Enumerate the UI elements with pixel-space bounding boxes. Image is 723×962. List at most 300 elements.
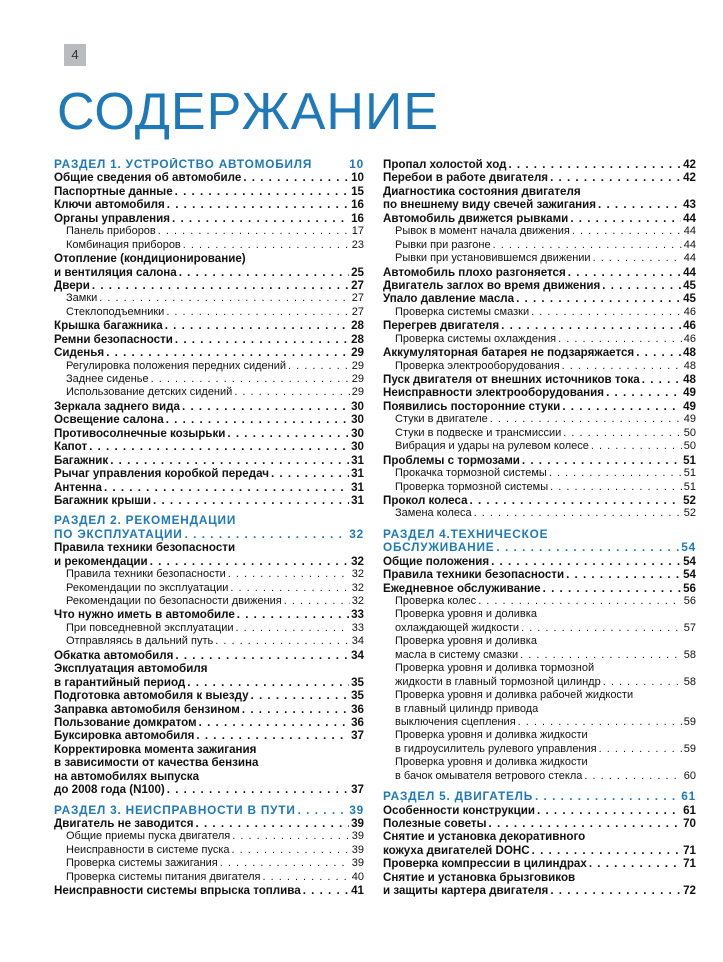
toc-entry [54,743,364,756]
toc-entry [54,817,364,830]
toc-page-number: 15 [351,184,364,198]
toc-page-number: 31 [351,480,364,494]
toc-entry-title: Противосолнечные козырьки [54,426,226,440]
toc-entry-title: Багажник [54,453,109,467]
toc-leader-dots [153,494,349,507]
toc-entry [383,857,696,870]
toc-entry [54,582,364,595]
toc-page-number: 51 [683,480,696,493]
toc-page-number: 48 [683,373,696,386]
toc-entry-title: Заправка автомобиля бензином [54,702,240,716]
toc-page-number: 29 [351,373,364,385]
toc-entry-title: Замки [66,292,98,305]
toc-leader-dots [474,507,682,520]
toc-leader-dots [531,306,682,319]
toc-entry [383,844,696,857]
toc-entry-title: РАЗДЕЛ 1. УСТРОЙСТВО АВТОМОБИЛЯ [54,158,313,171]
toc-entry-title: Панель приборов [66,225,156,238]
toc-page-number: 40 [351,870,364,883]
toc-leader-dots [516,292,681,305]
toc-page-number: 46 [683,332,696,345]
toc-page-number: 27 [351,292,364,305]
toc-leader-dots [166,413,349,426]
toc-entry-title: ПО ЭКСПЛУАТАЦИИ [54,527,183,541]
toc-entry-title: Проверка уровня и доливка [395,635,537,648]
toc-leader-dots [532,844,681,857]
toc-leader-dots [501,319,681,332]
toc-entry-title: Упало давление масла [383,292,515,306]
toc-page-number: 42 [683,171,696,185]
toc-entry-title: по внешнему виду свечей зажигания [383,198,597,212]
toc-leader-dots [598,198,681,211]
toc-leader-dots [589,857,681,870]
toc-page-number: 60 [683,769,696,782]
toc-leader-dots [549,467,682,480]
toc-leader-dots [232,830,350,843]
toc-leader-dots [550,884,681,897]
toc-leader-dots [490,413,682,426]
toc-entry-title: Проблемы с тормозами [383,453,520,467]
toc-leader-dots [606,386,681,399]
toc-entry-title: Неисправности системы впрыска топлива [54,884,301,898]
toc-leader-dots [298,804,348,817]
toc-page-number: 16 [351,211,364,225]
toc-entry-title: Багажник крыши [54,493,152,507]
toc-entry [54,770,364,783]
toc-entry [383,440,696,453]
toc-page-number: 33 [351,621,364,634]
toc-entry-title: Отопление (кондиционирование) [54,252,246,266]
toc-page-number: 50 [683,440,696,453]
toc-page-number: 30 [351,413,364,427]
toc-entry-title: Общие положения [383,554,490,568]
toc-entry [383,158,696,171]
toc-entry-title: Снятие и установка декоративного [383,830,586,844]
toc-leader-dots [175,185,349,198]
toc-entry [383,306,696,319]
toc-entry [383,292,696,305]
toc-entry [383,198,696,211]
toc-entry-title: Крышка багажника [54,319,163,333]
toc-page-number: 61 [681,790,696,804]
toc-page-number: 54 [683,568,696,582]
toc-entry [54,427,364,440]
toc-entry [383,568,696,581]
toc-page-number: 49 [683,413,696,426]
toc-page-number: 58 [683,675,696,688]
toc-entry-title: Органы управления [54,211,171,225]
toc-page-number: 44 [683,225,696,238]
toc-entry-title: Правила техники безопасности [66,568,226,581]
toc-leader-dots [543,582,681,595]
toc-leader-dots [182,400,349,413]
toc-page-number: 42 [683,158,696,171]
toc-entry-title: Регулировка положения передних сидений [66,359,286,372]
toc-section-heading [383,528,696,541]
toc-entry-title: в гидроусилитель рулевого управления [395,742,597,755]
toc-entry-title: Корректировка момента зажигания [54,742,257,756]
toc-page-number: 48 [683,346,696,360]
toc-page-number: 32 [351,568,364,581]
toc-leader-dots [251,689,350,702]
toc-entry-title: Рывки при разгоне [395,238,491,251]
toc-entry [54,608,364,621]
toc-entry-title: масла в систему смазки [395,648,519,661]
toc-page-number: 49 [683,386,696,400]
toc-entry [383,622,696,635]
toc-leader-dots [172,212,349,225]
toc-entry [383,608,696,621]
toc-page-number: 39 [351,817,364,830]
toc-leader-dots [603,676,682,689]
toc-entry-title: Стуки в подвеске и трансмиссии [395,426,562,439]
toc-entry [383,427,696,440]
toc-page-number: 49 [683,399,696,413]
toc-entry-title: Двери [54,278,90,292]
toc-leader-dots [303,884,349,897]
toc-leader-dots [537,804,681,817]
toc-page-number: 71 [683,843,696,857]
toc-leader-dots [185,528,348,541]
toc-page-number: 32 [349,527,364,541]
toc-entry [383,507,696,520]
toc-entry [383,703,696,716]
toc-entry-title: Проверка уровня и доливка рабочей жидкости [395,689,634,702]
toc-entry [54,198,364,211]
toc-leader-dots [92,279,349,292]
toc-entry-title: на автомобилях выпуска [54,769,200,783]
toc-entry [383,770,696,783]
toc-entry-title: Рывок в момент начала движения [395,225,570,238]
toc-entry [54,292,364,305]
toc-leader-dots [232,844,350,857]
toc-page-number: 31 [351,493,364,507]
toc-entry-title: в бачок омывателя ветрового стекла [395,769,583,782]
toc-page-number: 37 [351,783,364,797]
toc-section-heading [383,790,696,803]
toc-entry [383,884,696,897]
toc-entry-title: Полезные советы [383,817,487,830]
toc-page-number: 34 [351,648,364,662]
toc-entry [54,171,364,184]
toc-leader-dots [558,333,682,346]
toc-entry-title: Сиденья [54,346,105,360]
toc-leader-dots [150,555,349,568]
toc-page-number: 39 [351,857,364,870]
toc-leader-dots [242,703,349,716]
toc-entry-title: выключения сцепления [395,715,516,728]
toc-entry-title: Общие приемы пуска двигателя [66,830,231,843]
toc-leader-dots [179,266,349,279]
toc-leader-dots [165,319,349,332]
toc-entry [54,373,364,386]
toc-entry [383,239,696,252]
toc-page-number: 44 [683,265,696,279]
toc-leader-dots [110,454,349,467]
toc-entry [383,373,696,386]
toc-page-number: 52 [683,493,696,507]
toc-entry [383,743,696,756]
toc-entry [54,481,364,494]
toc-entry-title: Автомобиль плохо разгоняется [383,265,566,279]
toc-entry [54,622,364,635]
toc-entry-title: в гарантийный период [54,675,186,689]
toc-entry-title: Проверка тормозной системы [395,480,549,493]
toc-entry [54,239,364,252]
toc-page-number: 17 [351,225,364,238]
toc-leader-dots [642,373,681,386]
toc-entry-title: Двигатель заглох во время движения [383,278,601,292]
toc-entry [54,360,364,373]
toc-entry [54,555,364,568]
toc-leader-dots [106,346,349,359]
toc-entry [54,454,364,467]
toc-leader-dots [175,333,349,346]
toc-leader-dots [220,857,350,870]
toc-leader-dots [602,279,681,292]
toc-entry [54,703,364,716]
toc-entry [383,481,696,494]
toc-page-number: 59 [683,742,696,755]
toc-leader-dots [237,608,349,621]
toc-leader-dots [263,871,350,884]
toc-entry-title: Замена колеса [395,507,472,520]
toc-page-number: 30 [351,399,364,413]
toc-entry-title: Ежедневное обслуживание [383,581,541,595]
page-title: СОДЕРЖАНИЕ [57,83,440,141]
toc-entry-title: Освещение салона [54,413,164,427]
toc-entry [54,884,364,897]
toc-page-number: 50 [683,426,696,439]
toc-entry-title: РАЗДЕЛ 4.ТЕХНИЧЕСКОЕ [383,527,549,541]
toc-leader-dots [196,729,349,742]
toc-entry-title: Диагностика состояния двигателя [383,184,581,198]
toc-section-heading [54,158,364,171]
toc-entry [383,689,696,702]
toc-entry-title: Комбинация приборов [66,238,181,251]
toc-entry-title: РАЗДЕЛ 5. ДВИГАТЕЛЬ [383,790,533,804]
toc-entry [383,871,696,884]
toc-entry-title: Перегрев двигателя [383,319,500,333]
toc-entry-title: Антенна [54,480,102,494]
toc-entry [383,454,696,467]
toc-leader-dots [520,649,682,662]
toc-page-number: 45 [683,292,696,306]
toc-leader-dots [493,239,682,252]
toc-section-heading [383,541,696,554]
toc-section-heading [54,514,364,527]
toc-entry [54,844,364,857]
toc-page-number: 30 [351,426,364,440]
toc-entry [383,413,696,426]
toc-page-number: 54 [683,554,696,568]
toc-leader-dots [599,743,682,756]
toc-page-number: 31 [351,453,364,467]
toc-entry [383,716,696,729]
toc-entry-title: Проверка системы охлаждения [395,332,557,345]
toc-page-number: 32 [351,595,364,607]
toc-entry-title: жидкости в главный тормозной цилиндр [395,675,601,688]
toc-page-number: 23 [351,238,364,251]
toc-page-number: 41 [351,884,364,898]
toc-entry [54,467,364,480]
toc-entry-title: Прокол колеса [383,493,468,507]
toc-leader-dots [167,198,349,211]
toc-entry-title: Проверка системы питания двигателя [66,870,261,883]
toc-page-number: 34 [351,635,364,648]
toc-entry-title: Обкатка автомобиля [54,648,174,662]
toc-leader-dots [563,427,681,440]
toc-leader-dots [562,400,681,413]
toc-page-number: 56 [683,581,696,595]
toc-entry-title: в зависимости от качества бензина [54,756,259,770]
toc-entry [383,333,696,346]
toc-entry-title: Прокачка тормозной системы [395,467,547,480]
toc-page-number: 36 [351,715,364,729]
toc-entry-title: Использование детских сидений [66,386,233,399]
toc-leader-dots [562,360,682,373]
toc-page-number: 51 [683,467,696,480]
toc-entry-title: Особенности конструкции [383,803,535,817]
toc-leader-dots [89,440,349,453]
toc-entry-title: Пуск двигателя от внешних источников тока [383,373,640,386]
toc-entry-title: Эксплуатация автомобиля [54,662,208,676]
toc-entry-title: Автомобиль движется рывками [383,211,569,225]
toc-page-number: 31 [351,467,364,481]
toc-entry [54,386,364,399]
toc-leader-dots [508,158,681,171]
toc-entry-title: Проверка системы смазки [395,305,530,318]
toc-page-number: 44 [683,252,696,265]
toc-entry [383,319,696,332]
toc-leader-dots [284,595,350,608]
toc-entry [383,225,696,238]
toc-page-number: 27 [351,305,364,318]
toc-entry-title: Снятие и установка брызговиков [383,870,576,884]
toc-entry [54,225,364,238]
toc-page-number: 16 [351,198,364,212]
toc-leader-dots [158,225,350,238]
toc-leader-dots [550,171,681,184]
toc-entry [383,386,696,399]
toc-entry-title: Ремни безопасности [54,332,173,346]
toc-leader-dots [183,239,350,252]
toc-entry-title: и защиты картера двигателя [383,884,549,898]
toc-page-number: 25 [351,265,364,279]
toc-entry-title: Проверка уровня и доливка тормозной [395,662,595,675]
toc-section-heading [54,528,364,541]
toc-entry [54,729,364,742]
toc-entry [54,568,364,581]
toc-leader-dots [591,440,682,453]
toc-leader-dots [570,212,681,225]
toc-entry-title: Правила техники безопасности [54,541,236,555]
toc-entry-title: Аккумуляторная батарея не подзаряжается [383,346,635,360]
toc-entry-title: Проверка колес [395,595,477,607]
toc-leader-dots [496,541,679,554]
toc-page-number: 59 [683,715,696,728]
page-number: 4 [64,44,86,66]
toc-entry-title: Заднее сиденье [66,373,149,385]
toc-leader-dots [568,266,681,279]
toc-entry [54,756,364,769]
toc-entry [54,413,364,426]
toc-entry-title: Рекомендации по эксплуатации [66,581,229,594]
toc-leader-dots [593,252,682,265]
toc-page-number: 10 [349,158,364,171]
toc-page-number: 71 [683,857,696,871]
toc-entry [383,266,696,279]
toc-page-number: 52 [683,507,696,520]
toc-entry-title: ОБСЛУЖИВАНИЕ [383,541,495,555]
toc-entry [383,467,696,480]
toc-entry-title: Зеркала заднего вида [54,399,180,413]
toc-entry-title: Рывки при установившемся движении [395,252,591,265]
toc-leader-dots [491,555,681,568]
toc-entry [54,857,364,870]
toc-leader-dots [167,783,349,796]
toc-page-number: 29 [351,359,364,372]
toc-leader-dots [166,306,349,319]
toc-leader-dots [99,292,349,305]
toc-right-column [383,158,696,898]
toc-page-number: 56 [683,595,696,607]
toc-entry-title: Проверка электрооборудования [395,359,560,372]
toc-entry-title: Проверка уровня и доливка [395,608,537,621]
toc-leader-dots [104,481,349,494]
toc-entry-title: Отправляясь в дальний путь [66,635,214,648]
toc-entry [383,185,696,198]
toc-entry-title: Паспортные данные [54,184,173,198]
toc-leader-dots [236,622,350,635]
toc-entry-title: Стеклоподъемники [66,305,165,318]
toc-entry-title: Вибрация и удары на рулевом колесе [395,440,589,453]
toc-entry-title: кожуха двигателей DOHC [383,843,530,857]
toc-entry [383,662,696,675]
toc-page-number: 57 [683,621,696,634]
toc-entry [383,729,696,742]
toc-entry-title: до 2008 года (N100) [54,783,165,797]
toc-leader-dots [243,171,349,184]
toc-entry [54,635,364,648]
toc-entry-title: Перебои в работе двигателя [383,171,549,185]
toc-entry-title: Общие сведения об автомобиле [54,171,242,185]
toc-page-number: 54 [681,541,696,555]
toc-entry-title: Рычаг управления коробкой передач [54,467,269,481]
toc-entry [383,494,696,507]
toc-page-number: 33 [351,608,364,622]
toc-leader-dots [234,386,349,399]
toc-entry-title: в главный цилиндр привода [395,702,539,715]
toc-section-heading [54,804,364,817]
toc-page-number: 28 [351,332,364,346]
toc-page-number: 39 [351,843,364,856]
toc-page-number: 44 [683,211,696,225]
toc-entry-title: Что нужно иметь в автомобиле [54,608,235,622]
toc-left-column [54,158,364,898]
toc-entry [54,783,364,796]
toc-entry-title: Проверка уровня и доливка жидкости [395,729,588,742]
toc-page-number: 70 [683,817,696,830]
toc-entry [54,266,364,279]
toc-page-number: 35 [351,689,364,703]
toc-entry [54,676,364,689]
toc-leader-dots [288,360,350,373]
toc-page-number: 28 [351,319,364,333]
toc-page-number: 44 [683,238,696,251]
toc-entry-title: Проверка компрессии в цилиндрах [383,857,587,871]
toc-entry [383,676,696,689]
